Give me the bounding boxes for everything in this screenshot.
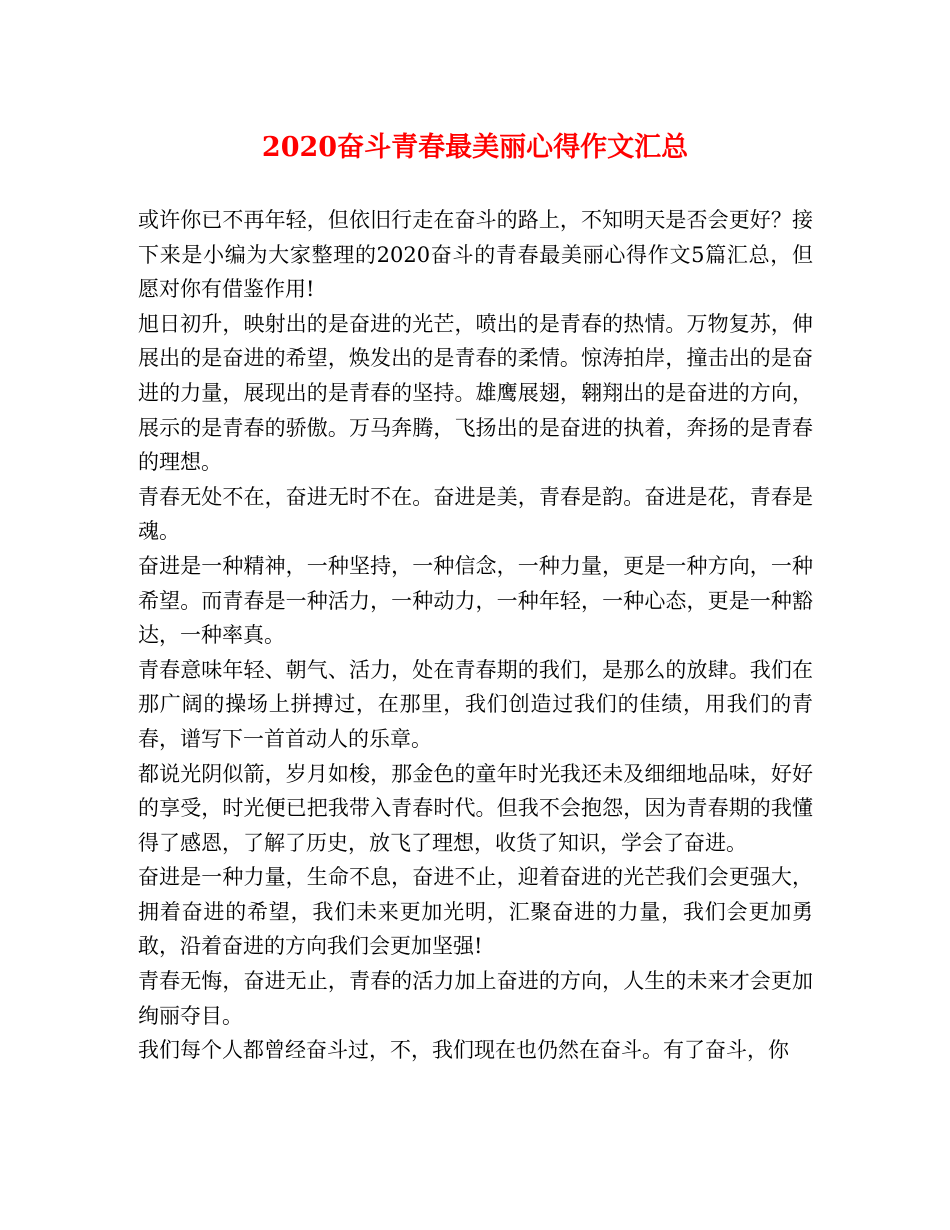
paragraph-youth-meaning: 青春意味年轻、朝气、活力，处在青春期的我们，是那么的放肆。我们在那广阔的操场上拼搏过，在那里，我们创造过我们的佳绩，用我们的青春，谱写下一首首动人的乐章。 [138, 657, 813, 751]
paragraph-intro: 或许你已不再年轻，但依旧行走在奋斗的路上，不知明天是否会更好？接下来是小编为大家整理的2020奋斗的青春最美丽心得作文5篇汇总，但愿对你有借鉴作用! [138, 208, 813, 302]
paragraph-striving: 我们每个人都曾经奋斗过，不，我们现在也仍然在奋斗。有了奋斗，你 [138, 1038, 789, 1063]
paragraph-no-regrets: 青春无悔，奋进无止，青春的活力加上奋进的方向，人生的未来才会更加绚丽夺目。 [138, 969, 813, 1028]
document-title: 2020奋斗青春最美丽心得作文汇总 [261, 132, 689, 163]
paragraph-time-flies: 都说光阴似箭，岁月如梭，那金色的童年时光我还未及细细地品味，好好的享受，时光便已把我带入青春时代。但我不会抱怨，因为青春期的我懂得了感恩，了解了历史，放飞了理想，收货了知识，学会了奋进。 [138, 761, 813, 855]
paragraph-strength: 奋进是一种力量，生命不息，奋进不止，迎着奋进的光芒我们会更强大，拥着奋进的希望，我们未来更加光明，汇聚奋进的力量，我们会更加勇敢，沿着奋进的方向我们会更加坚强! [138, 865, 813, 959]
paragraph-sunrise: 旭日初升，映射出的是奋进的光芒，喷出的是青春的热情。万物复苏，伸展出的是奋进的希望，焕发出的是青春的柔情。惊涛拍岸，撞击出的是奋进的力量，展现出的是青春的坚持。雄鹰展翅，翱翔出的是奋进的方向，展示的是青春的骄傲。万马奔腾，飞扬出的是奋进的执着，奔扬的是青春的理想。 [138, 311, 813, 475]
paragraph-youth-everywhere: 青春无处不在，奋进无时不在。奋进是美，青春是韵。奋进是花，青春是魂。 [138, 484, 813, 544]
document-body [138, 203, 813, 1068]
paragraph-spirit: 奋进是一种精神，一种坚持，一种信念，一种力量，更是一种方向，一种希望。而青春是一种活力，一种动力，一种年轻，一种心态，更是一种豁达，一种率真。 [138, 553, 813, 648]
